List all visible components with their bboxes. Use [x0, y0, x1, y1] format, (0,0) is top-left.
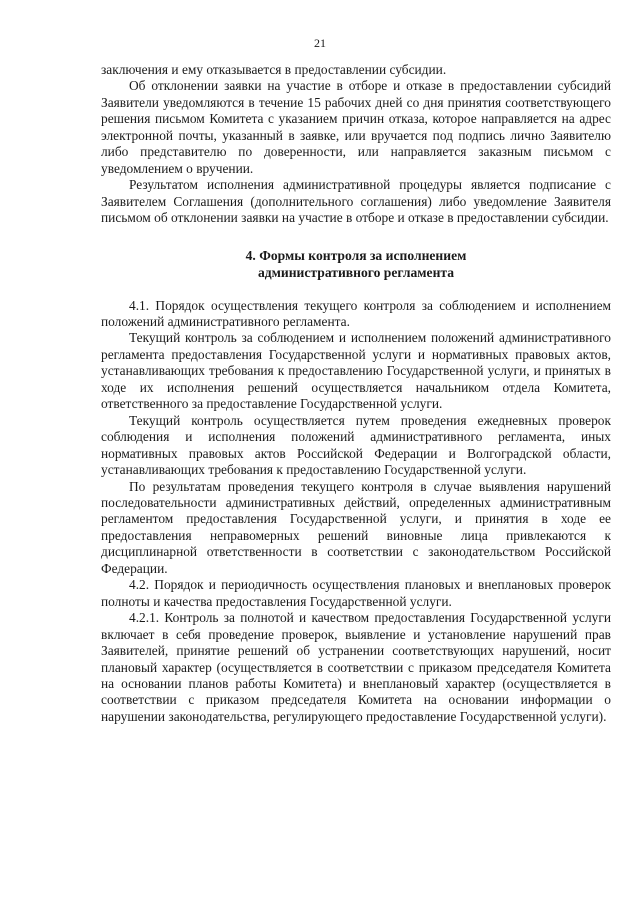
- paragraph: Об отклонении заявки на участие в отборе и отказе в предоставлении субсидий Заявители уведомляются в течение 15 рабочих дней со дня принятия соответствующего решения письмом Комитета с указанием причин отказа, которое направляется на адрес электронной почты, указанный в заявке, или вручается под подпись лично Заявителю либо представителю по доверенности, или направляется заказным письмом с уведомлением о вручении.: [101, 78, 611, 176]
- paragraph: Текущий контроль за соблюдением и исполнением положений административного регламента предоставления Государственной услуги и нормативных правовых актов, устанавливающих требования к предоставлению Государственной услуги, и принятых в ходе их исполнения решений осуществляется начальником отдела Комитета, ответственного за предоставление Государственной услуги.: [101, 330, 611, 412]
- page-number: 21: [314, 36, 326, 50]
- paragraph: 4.2. Порядок и периодичность осуществления плановых и внеплановых проверок полноты и качества предоставления Государственной услуги.: [101, 577, 611, 609]
- section-heading-line: 4. Формы контроля за исполнением: [245, 247, 467, 263]
- section-heading: [101, 247, 611, 281]
- paragraph: Текущий контроль осуществляется путем проведения ежедневных проверок соблюдения и исполнения положений административного регламента, иных нормативных правовых актов Российской Федерации и Волгоградской области, устанавливающих требования к предоставлению Государственной услуги.: [101, 412, 611, 478]
- document-body: [101, 62, 611, 725]
- paragraph: По результатам проведения текущего контроля в случае выявления нарушений последовательности административных действий, определенных административным регламентом предоставления Государственной услуги, и принятия в ходе ее предоставления неправомерных решений виновные лица привлекаются к дисциплинарной ответственности в соответствии с законодательством Российской Федерации.: [101, 478, 611, 576]
- paragraph: Результатом исполнения административной процедуры является подписание с Заявителем Соглашения (дополнительного соглашения) либо уведомление Заявителя письмом об отклонении заявки на участие в отборе и отказе в предоставлении субсидии.: [101, 177, 611, 226]
- paragraph: заключения и ему отказывается в предоставлении субсидии.: [101, 62, 447, 77]
- paragraph: 4.1. Порядок осуществления текущего контроля за соблюдением и исполнением положений административного регламента.: [101, 297, 611, 329]
- section-heading-line: административного регламента: [257, 264, 455, 280]
- paragraph: 4.2.1. Контроль за полнотой и качеством предоставления Государственной услуги включает в себя проведение проверок, выявление и установление нарушений прав Заявителей, принятие решений об устранении соответствующих нарушений, носит плановый характер (осуществляется в соответствии с приказом председателя Комитета на основании планов работы Комитета) и внеплановый характер (осуществляется в соответствии с приказом председателя Комитета на основании информации о нарушении законодательства, регулирующего предоставление Государственной услуги).: [101, 610, 611, 724]
